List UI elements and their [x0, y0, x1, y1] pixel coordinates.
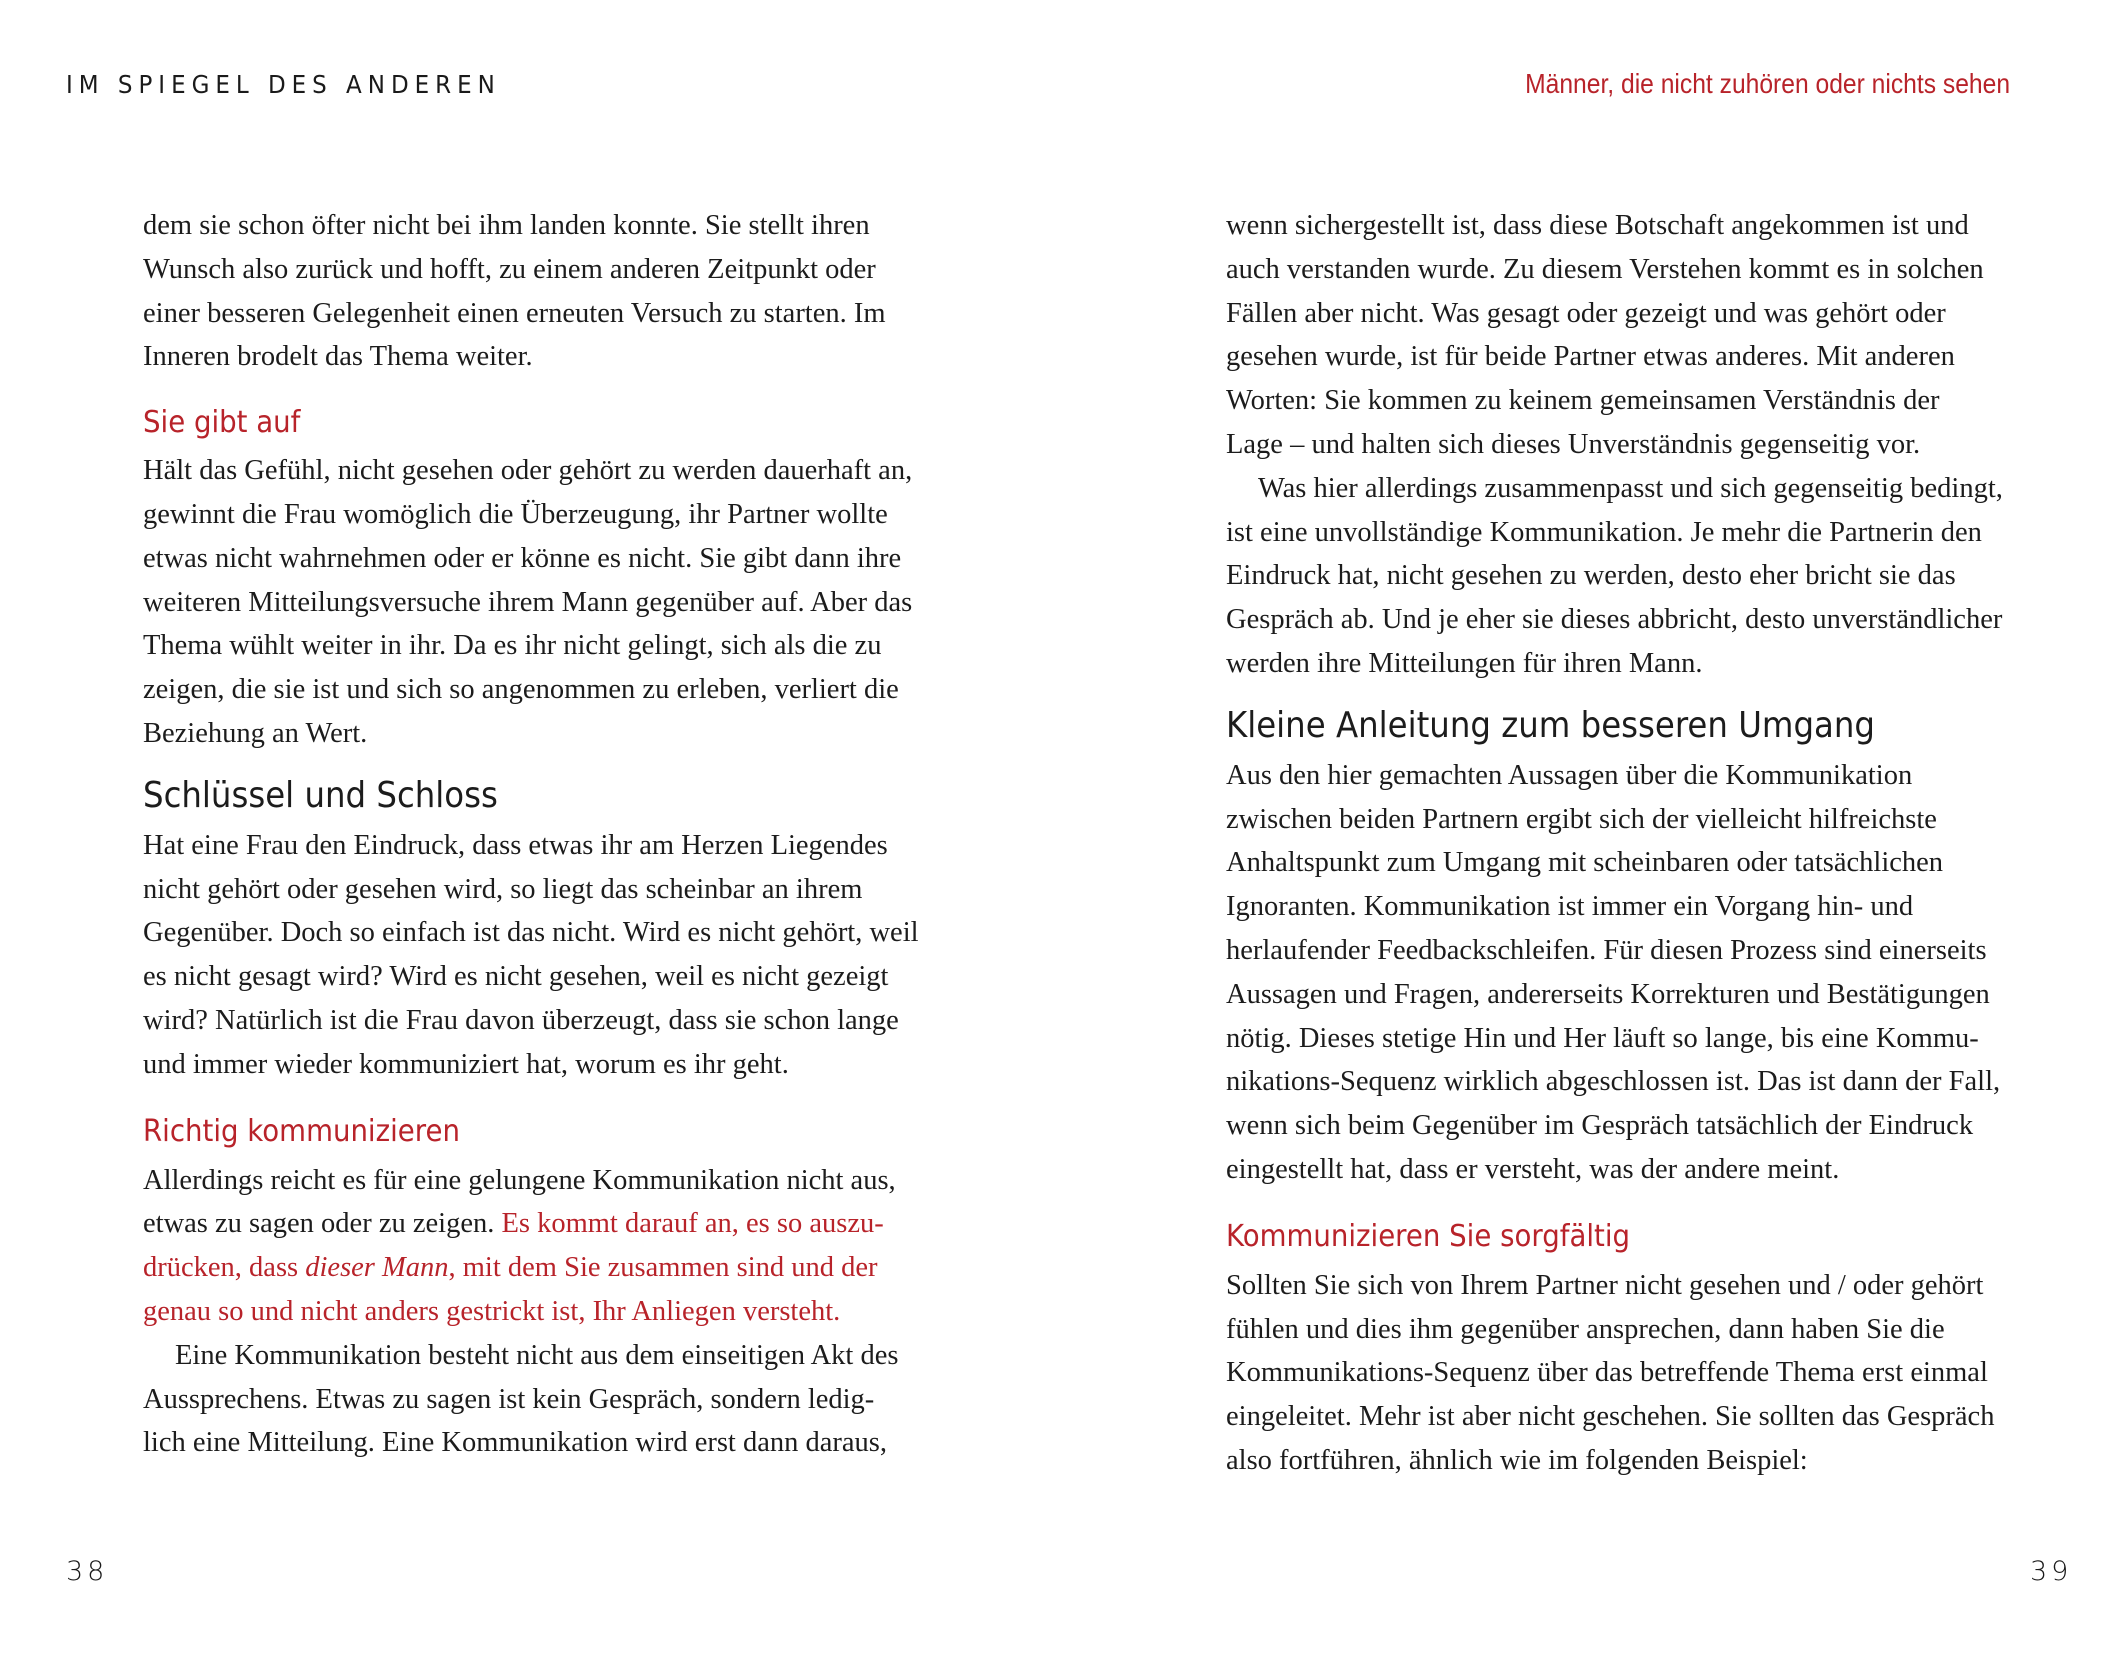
- text-line: Kommunikations-Sequenz über das betreffende Thema erst einmal: [1226, 1357, 1988, 1389]
- paragraph: [1226, 204, 2016, 467]
- text-line: Gespräch ab. Und je eher sie dieses abbricht, desto unverständlicher: [1226, 604, 2003, 636]
- left-page-column: [143, 204, 923, 1465]
- subheading-sie-gibt-auf: Sie gibt auf: [143, 405, 301, 441]
- emphasis-text: dieser Mann: [305, 1252, 449, 1284]
- running-head-left: IM SPIEGEL DES ANDEREN: [66, 70, 501, 99]
- paragraph-with-highlight: [143, 1159, 923, 1334]
- subheading-kommunizieren-sie-sorgfaeltig: Kommunizieren Sie sorgfältig: [1226, 1218, 1631, 1254]
- text-line: Hat eine Frau den Eindruck, dass etwas ihr am Herzen Liegendes: [143, 829, 888, 861]
- text-line: fühlen und dies ihm gegenüber ansprechen, dann haben Sie die: [1226, 1313, 1945, 1345]
- running-head-right: Männer, die nicht zuhören oder nichts sehen: [1525, 68, 2010, 99]
- text-line: herlaufender Feedbackschleifen. Für diesen Prozess sind einerseits: [1226, 934, 1987, 966]
- text-line: Beziehung an Wert.: [143, 717, 368, 749]
- text-line: einer besseren Gelegenheit einen erneuten Versuch zu starten. Im: [143, 297, 886, 329]
- paragraph: [143, 204, 923, 379]
- text-line: Fällen aber nicht. Was gesagt oder gezeigt und was gehört oder: [1226, 297, 1946, 329]
- paragraph: [143, 1334, 923, 1465]
- text-line: gesehen wurde, ist für beide Partner etwas anderes. Mit anderen: [1226, 341, 1955, 373]
- text-span: etwas zu sagen oder zu zeigen.: [143, 1208, 502, 1240]
- highlight-line: [143, 1246, 923, 1290]
- text-line: auch verstanden wurde. Zu diesem Verstehen kommt es in solchen: [1226, 253, 1984, 285]
- text-line: Allerdings reicht es für eine gelungene Kommunikation nicht aus,: [143, 1164, 896, 1196]
- text-line: Anhaltspunkt zum Umgang mit scheinbaren oder tatsächlichen: [1226, 847, 1944, 879]
- paragraph: [143, 449, 923, 756]
- text-line: [143, 1202, 923, 1246]
- text-line: Lage – und halten sich dieses Unverständnis gegenseitig vor.: [1226, 428, 1921, 460]
- text-line: wird? Natürlich ist die Frau davon überzeugt, dass sie schon lange: [143, 1004, 899, 1036]
- text-line: Worten: Sie kommen zu keinem gemeinsamen Verständnis der: [1226, 385, 1940, 417]
- text-line: zwischen beiden Partnern ergibt sich der vielleicht hilfreichste: [1226, 803, 1937, 835]
- text-line: nicht gehört oder gesehen wird, so liegt das scheinbar an ihrem: [143, 873, 863, 905]
- text-line: Thema wühlt weiter in ihr. Da es ihr nicht gelingt, sich als die zu: [143, 630, 882, 662]
- page-number-right: 39: [2030, 1556, 2073, 1587]
- text-line: Hält das Gefühl, nicht gesehen oder gehört zu werden dauerhaft an,: [143, 455, 913, 487]
- text-line: Sollten Sie sich von Ihrem Partner nicht gesehen und / oder gehört: [1226, 1269, 1984, 1301]
- text-line: Eine Kommunikation besteht nicht aus dem einseitigen Akt des: [175, 1339, 899, 1371]
- paragraph: [1226, 754, 2016, 1192]
- page-number-left: 38: [66, 1556, 109, 1587]
- text-line: ist eine unvollständige Kommunikation. Je mehr die Partnerin den: [1226, 516, 1982, 548]
- text-line: Wunsch also zurück und hofft, zu einem anderen Zeitpunkt oder: [143, 253, 876, 285]
- text-line: Gegenüber. Doch so einfach ist das nicht. Wird es nicht gehört, weil: [143, 917, 919, 949]
- text-line: werden ihre Mitteilungen für ihren Mann.: [1226, 647, 1703, 679]
- heading-schluessel-und-schloss: Schlüssel und Schloss: [143, 774, 498, 816]
- paragraph: [143, 824, 923, 1087]
- text-line: Ignoranten. Kommunikation ist immer ein Vorgang hin- und: [1226, 891, 1914, 923]
- text-line: gewinnt die Frau womöglich die Überzeugung, ihr Partner wollte: [143, 498, 888, 530]
- text-line: wenn sich beim Gegenüber im Gespräch tatsächlich der Eindruck: [1226, 1110, 1974, 1142]
- text-line: Inneren brodelt das Thema weiter.: [143, 341, 533, 373]
- highlight-text: Es kommt darauf an, es so auszu-: [501, 1208, 884, 1240]
- text-line: eingeleitet. Mehr ist aber nicht geschehen. Sie sollten das Gespräch: [1226, 1401, 1995, 1433]
- text-line: dem sie schon öfter nicht bei ihm landen konnte. Sie stellt ihren: [143, 210, 870, 241]
- subheading-richtig-kommunizieren: Richtig kommunizieren: [143, 1113, 460, 1149]
- text-line: zeigen, die sie ist und sich so angenommen zu erleben, verliert die: [143, 674, 899, 706]
- text-line: Was hier allerdings zusammenpasst und sich gegenseitig bedingt,: [1258, 472, 2003, 504]
- highlight-text: drücken, dass: [143, 1252, 306, 1284]
- text-line: Aus den hier gemachten Aussagen über die Kommunikation: [1226, 759, 1913, 791]
- text-line: eingestellt hat, dass er versteht, was der andere meint.: [1226, 1153, 1840, 1185]
- highlight-text: , mit dem Sie zusammen sind und der: [448, 1252, 878, 1284]
- paragraph: [1226, 467, 2016, 686]
- text-line: nikations-Sequenz wirklich abgeschlossen ist. Das ist dann der Fall,: [1226, 1066, 2001, 1098]
- text-line: also fortführen, ähnlich wie im folgenden Beispiel:: [1226, 1444, 1808, 1476]
- text-line: lich eine Mitteilung. Eine Kommunikation wird erst dann daraus,: [143, 1427, 888, 1459]
- heading-kleine-anleitung: Kleine Anleitung zum besseren Umgang: [1226, 704, 1875, 746]
- text-line: Aussagen und Fragen, andererseits Korrekturen und Bestätigungen: [1226, 978, 1990, 1010]
- paragraph: [1226, 1264, 2016, 1483]
- text-line: Eindruck hat, nicht gesehen zu werden, desto eher bricht sie das: [1226, 560, 1956, 592]
- text-line: Aussprechens. Etwas zu sagen ist kein Gespräch, sondern ledig-: [143, 1383, 875, 1415]
- text-line: nötig. Dieses stetige Hin und Her läuft so lange, bis eine Kommu-: [1226, 1022, 1979, 1054]
- highlight-line: genau so und nicht anders gestrickt ist, Ihr Anliegen versteht.: [143, 1295, 841, 1327]
- text-line: wenn sichergestellt ist, dass diese Botschaft angekommen ist und: [1226, 210, 1969, 241]
- right-page-column: [1226, 204, 2016, 1483]
- text-line: weiteren Mitteilungsversuche ihrem Mann gegenüber auf. Aber das: [143, 586, 913, 618]
- text-line: etwas nicht wahrnehmen oder er könne es nicht. Sie gibt dann ihre: [143, 542, 902, 574]
- text-line: und immer wieder kommuniziert hat, worum es ihr geht.: [143, 1048, 789, 1080]
- text-line: es nicht gesagt wird? Wird es nicht gesehen, weil es nicht gezeigt: [143, 961, 889, 993]
